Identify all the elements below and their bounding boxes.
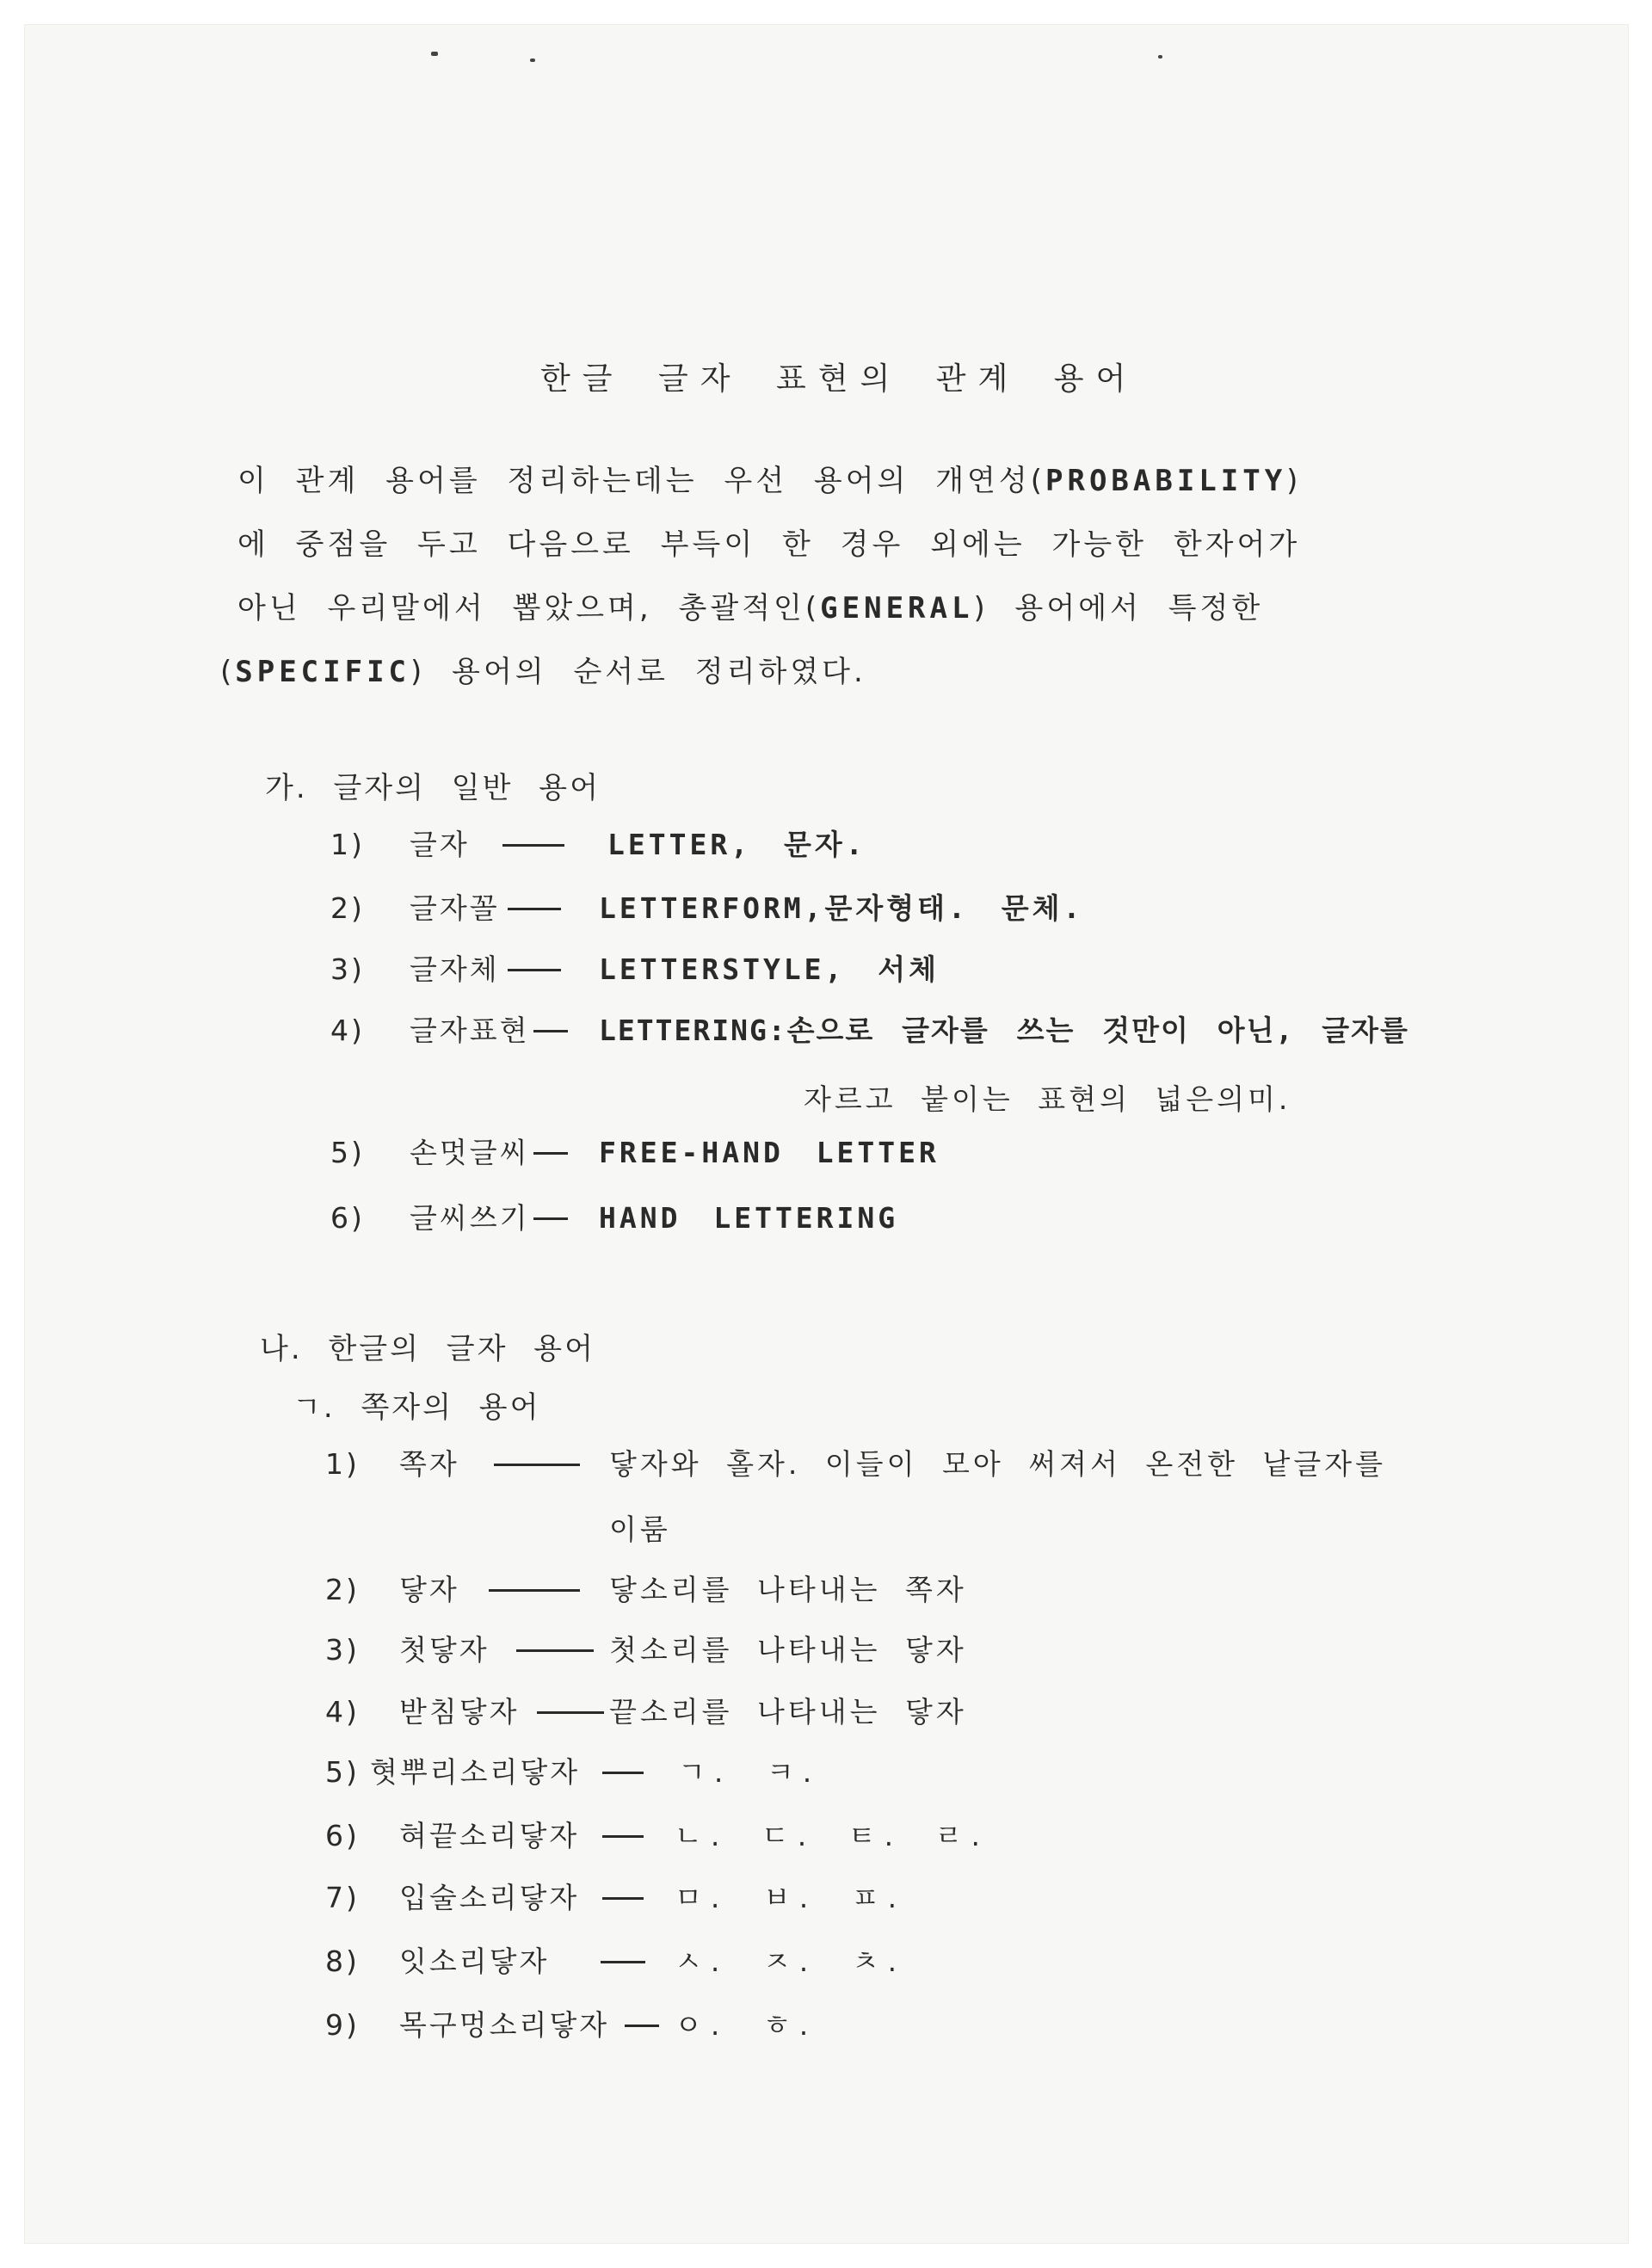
dash-rule xyxy=(602,1772,644,1774)
dash-rule xyxy=(533,1152,568,1155)
intro-paragraph xyxy=(220,449,1425,704)
dash-rule xyxy=(508,969,561,971)
intro-line: 에 중점을 두고 다음으로 부득이 한 경우 외에는 가능한 한자어가 xyxy=(237,527,1301,562)
dash-rule xyxy=(537,1711,604,1714)
page-title: 한글 글자 표현의 관계 용어 xyxy=(540,361,1138,397)
dash-rule xyxy=(602,1835,644,1838)
dash-rule xyxy=(502,844,564,847)
subsection-heading: ㄱ. 쪽자의 용어 xyxy=(293,1390,541,1425)
dash-rule xyxy=(602,1897,644,1900)
dash-rule xyxy=(494,1464,580,1466)
dash-rule xyxy=(516,1649,594,1652)
scan-speck xyxy=(530,59,535,62)
dash-rule xyxy=(508,908,561,910)
intro-line: (SPECIFIC) 용어의 순서로 정리하였다. xyxy=(220,655,866,689)
dash-rule xyxy=(533,1030,568,1032)
list-item-continuation: 자르고 붙이는 표현의 넓은의미. xyxy=(804,1082,1291,1116)
dash-rule xyxy=(533,1217,568,1220)
dash-rule xyxy=(489,1589,580,1592)
section-heading: 나. 한글의 글자 용어 xyxy=(260,1332,595,1366)
dash-rule xyxy=(625,2025,659,2027)
section-heading: 가. 글자의 일반 용어 xyxy=(265,771,601,805)
scan-speck xyxy=(1158,55,1162,59)
intro-line: 아닌 우리말에서 뽑았으며, 총괄적인(GENERAL) 용어에서 특정한 xyxy=(237,591,1264,626)
list-item-continuation: 이룸 xyxy=(609,1513,671,1546)
intro-line: 이 관계 용어를 정리하는데는 우선 용어의 개연성(PROBABILITY) xyxy=(237,464,1302,498)
dash-rule xyxy=(601,1961,645,1963)
scan-speck xyxy=(431,52,438,56)
